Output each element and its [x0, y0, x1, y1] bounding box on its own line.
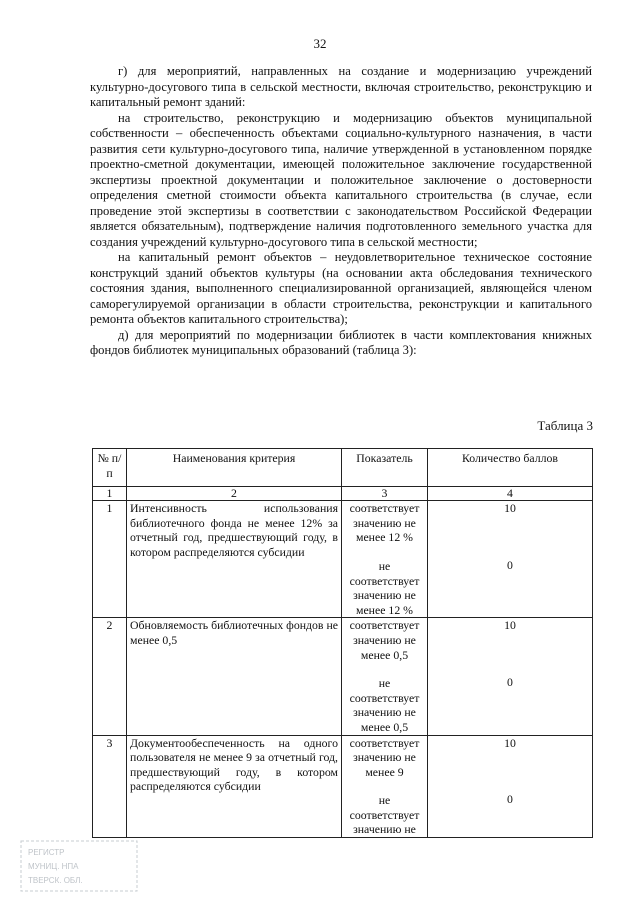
col-number-4: 4 [428, 487, 593, 501]
criteria-table [92, 448, 593, 838]
indicator-cell [342, 618, 428, 735]
paragraph-repair: на капитальный ремонт объектов – неудовлетворительное техническое состояние конструкций зданий объектов культуры (на основании акта обследования технического состояния здания, выполненного специализированной организацией, являющейся членом саморегулируемой организации в области строительства, реконструкции и капитального ремонта объектов капитального строительства); [90, 250, 592, 326]
stamp-line: РЕГИСТР [28, 848, 65, 857]
indicator-no: не соответствует значению не [349, 793, 420, 837]
stamp-line: МУНИЦ. НПА [28, 862, 79, 871]
table-row [93, 618, 593, 735]
indicator-yes: соответствует значению не менее 9 [349, 735, 420, 779]
paragraph-g: г) для мероприятий, направленных на создание и модернизацию учреждений культурно-досугового типа в сельской местности, включая строительство, реконструкцию и капитальный ремонт зданий: [90, 64, 592, 109]
header-indicator: Показатель [342, 449, 428, 487]
points-yes: 10 [504, 618, 516, 633]
indicator-cell [342, 501, 428, 618]
header-criterion: Наименования критерия [127, 449, 342, 487]
row-number: 3 [93, 735, 127, 838]
criterion-name: Обновляемость библиотечных фондов не менее 0,5 [127, 618, 342, 735]
points-cell [428, 618, 593, 735]
indicator-yes: соответствует значению не менее 0,5 [349, 618, 420, 662]
criterion-name: Интенсивность использования библиотечного фонда не менее 12% за отчетный год, предшествующий году, в котором распределяются субсидии [127, 501, 342, 618]
column-number-row [93, 487, 593, 501]
table-header-row [93, 449, 593, 487]
points-yes: 10 [504, 501, 516, 516]
page-number: 32 [313, 36, 327, 51]
indicator-yes: соответствует значению не менее 12 % [349, 501, 420, 545]
body-text [90, 64, 592, 359]
col-number-1: 1 [93, 487, 127, 501]
paragraph-construction: на строительство, реконструкцию и модернизацию объектов муниципальной собственности – обеспеченность объектами социально-культурного назначения, в части развития сети культурно-досугового типа, наличие утвержденной в установленном порядке проектно-сметной документации, имеющей положительное заключение государственной экспертизы проектной документации и положительное заключение о достоверности определения сметной стоимости объекта капитального строительства (в случае, если проведение этой экспертизы в соответствии с законодательством Российской Федерации является обязательным), подтверждение наличия подготовленного земельного участка для создания учреждений культурно-досугового типа в сельской местности; [90, 110, 592, 249]
col-number-2: 2 [127, 487, 342, 501]
header-num: № п/п [93, 449, 127, 487]
points-yes: 10 [504, 735, 516, 750]
row-number: 1 [93, 501, 127, 618]
stamp-line: ТВЕРСК. ОБЛ. [28, 876, 83, 885]
criterion-name: Документообеспеченность на одного пользователя не менее 9 за отчетный год, предшествующий году, в котором распределяются субсидии [127, 735, 342, 838]
indicator-no: не соответствует значению не менее 12 % [349, 558, 420, 617]
table-caption: Таблица 3 [537, 418, 593, 433]
table-row [93, 735, 593, 838]
col-number-3: 3 [342, 487, 428, 501]
table-row [93, 501, 593, 618]
indicator-cell [342, 735, 428, 838]
points-no: 0 [507, 674, 513, 689]
points-cell [428, 735, 593, 838]
points-cell [428, 501, 593, 618]
header-points: Количество баллов [428, 449, 593, 487]
points-no: 0 [507, 557, 513, 572]
registration-stamp [20, 840, 138, 892]
row-number: 2 [93, 618, 127, 735]
points-no: 0 [507, 792, 513, 807]
paragraph-d: д) для мероприятий по модернизации библиотек в части комплектования книжных фондов библиотек муниципальных образований (таблица 3): [90, 327, 592, 357]
indicator-no: не соответствует значению не менее 0,5 [349, 676, 420, 734]
